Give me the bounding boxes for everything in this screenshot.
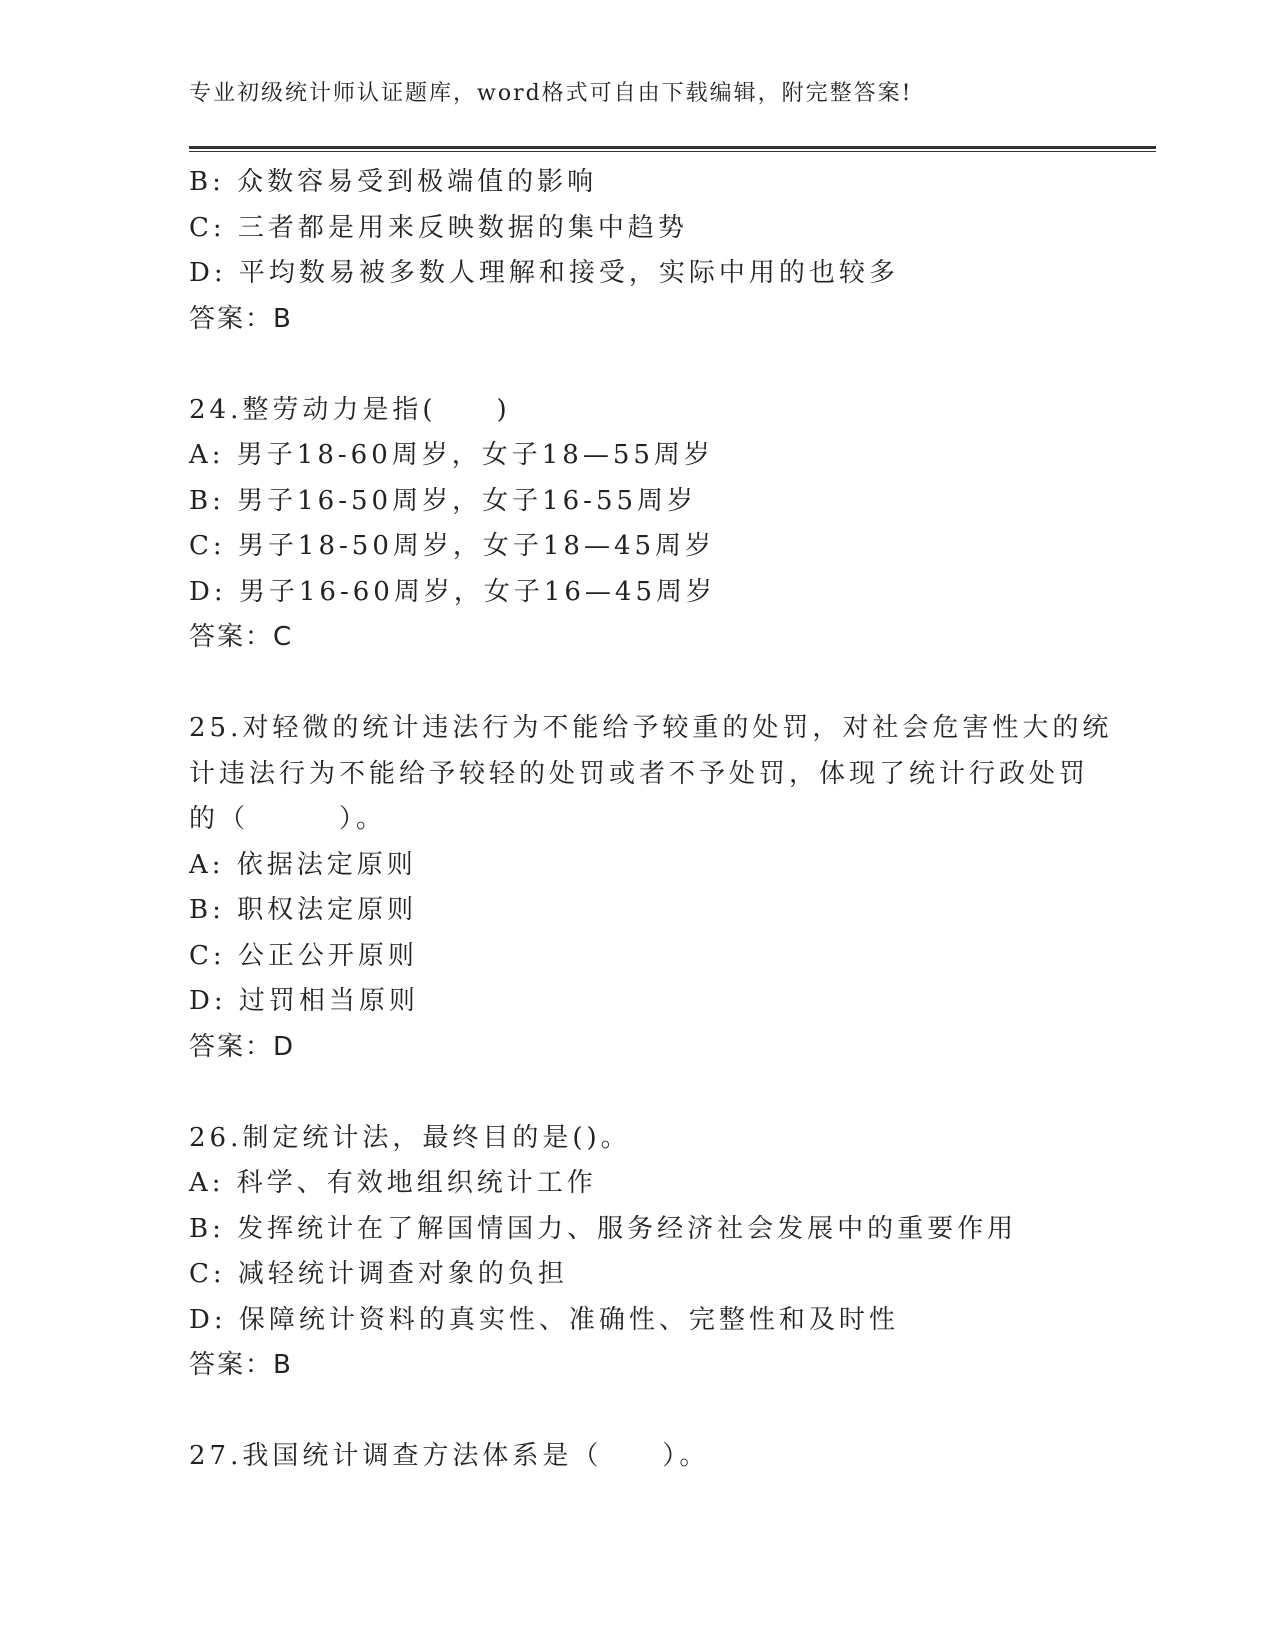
question-stem: 25.对轻微的统计违法行为不能给予较重的处罚，对社会危害性大的统 — [189, 713, 1113, 743]
question-26 — [189, 1116, 1089, 1389]
question-27 — [189, 1434, 1089, 1480]
option-a: A: 依据法定原则 — [189, 849, 417, 880]
option-b: B: 众数容易受到极端值的影响 — [189, 167, 598, 197]
partial-question — [189, 160, 1089, 342]
question-stem: 计违法行为不能给予较轻的处罚或者不予处罚，体现了统计行政处罚 — [189, 758, 1090, 789]
answer-label: 答案：B — [189, 303, 293, 334]
option-c: C: 男子18-50周岁，女子18—45周岁 — [189, 531, 716, 561]
option-c: C: 公正公开原则 — [189, 940, 418, 971]
option-c: C: 三者都是用来反映数据的集中趋势 — [189, 212, 688, 243]
option-d: D: 过罚相当原则 — [189, 986, 419, 1016]
answer-label: 答案：D — [189, 1031, 296, 1062]
question-24 — [189, 388, 1089, 661]
option-b: B: 发挥统计在了解国情国力、服务经济社会发展中的重要作用 — [189, 1213, 1018, 1244]
question-stem: 的（ ）。 — [189, 804, 387, 834]
option-a: A: 男子18-60周岁，女子18—55周岁 — [189, 440, 714, 470]
question-stem: 27.我国统计调查方法体系是（ ）。 — [189, 1441, 710, 1471]
option-c: C: 减轻统计调查对象的负担 — [189, 1259, 568, 1289]
header-rule-thick — [189, 146, 1156, 149]
question-stem: 26.制定统计法，最终目的是()。 — [189, 1122, 631, 1153]
option-d: D: 男子16-60周岁，女子16—45周岁 — [189, 576, 716, 607]
question-stem: 24.整劳动力是指( ) — [189, 394, 511, 425]
option-b: B: 男子16-50周岁，女子16-55周岁 — [189, 485, 698, 516]
option-d: D: 保障统计资料的真实性、准确性、完整性和及时性 — [189, 1304, 899, 1335]
page-header: 专业初级统计师认证题库，word格式可自由下载编辑，附完整答案! — [189, 81, 913, 106]
answer-label: 答案：B — [189, 1350, 293, 1380]
answer-label: 答案：C — [189, 622, 294, 652]
question-list — [189, 160, 1113, 1480]
option-a: A: 科学、有效地组织统计工作 — [189, 1168, 597, 1198]
option-b: B: 职权法定原则 — [189, 895, 418, 925]
header-rule-thin — [189, 151, 1156, 152]
question-25 — [189, 706, 1113, 1070]
option-d: D: 平均数易被多数人理解和接受，实际中用的也较多 — [189, 258, 899, 288]
